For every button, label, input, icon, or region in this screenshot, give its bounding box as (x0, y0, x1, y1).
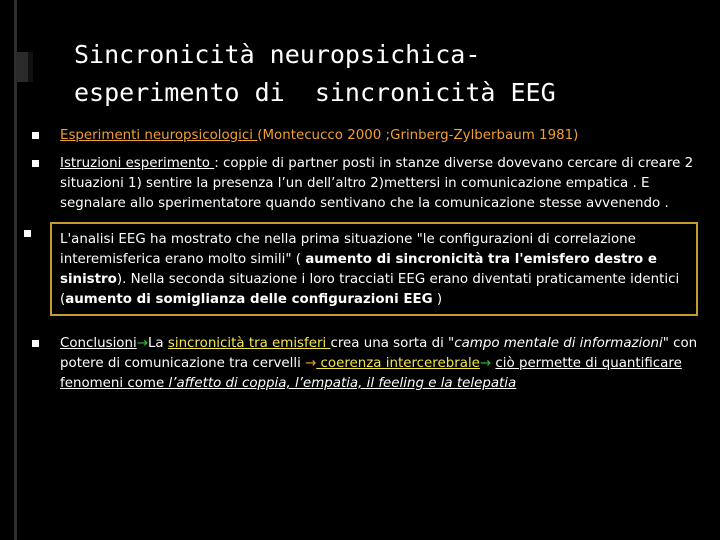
bullet-square-icon (32, 132, 39, 139)
experiments-references: (Montecucco 2000 ;Grinberg-Zylberbaum 1981) (257, 128, 579, 143)
bullet-square-icon (32, 340, 39, 347)
conclusions-italic-phenomena: l’affetto di coppia, l’empatia, il feeling e la telepatia (168, 376, 517, 391)
conclusions-highlight-coherence: coerenza intercerebrale (316, 356, 480, 371)
eeg-analysis-text-2: ). Nella seconda situazione i loro tracciati EEG erano diventati praticamente identici ( (60, 272, 680, 307)
instructions-label: Istruzioni esperimento (60, 156, 215, 171)
conclusions-text-3: con potere di comunicazione tra cervelli (60, 336, 698, 371)
bullet-item-instructions (32, 154, 698, 214)
left-decorative-block-shadow (28, 52, 33, 82)
bullet-square-icon (24, 230, 31, 237)
bullet-item-eeg-analysis (50, 222, 698, 316)
eeg-analysis-bold-2: aumento di somiglianza delle configurazioni EEG (65, 292, 433, 307)
eeg-analysis-bold-1: aumento di sincronicità tra l'emisfero destro e sinistro (60, 252, 657, 287)
right-arrow-icon: → (305, 356, 317, 371)
conclusions-highlight-synchronicity: sincronicità tra emisferi (167, 336, 331, 351)
conclusions-label: Conclusioni (60, 336, 137, 351)
eeg-analysis-text-1: L'analisi EEG ha mostrato che nella prima situazione "le configurazioni di correlazione interemisferica erano molto simili" ( (60, 232, 636, 267)
instructions-text: : coppie di partner posti in stanze diverse dovevano cercare di creare 2 situazioni 1) sentire la presenza l’un dell’altro 2)mettersi in comunicazione empatica . E segnalare allo sperimentatore quando sentivano che la comunicazione stesse avvenendo . (60, 156, 694, 211)
right-arrow-icon: → (479, 356, 492, 371)
slide-title-line-2: esperimento di sincronicità EEG (74, 78, 556, 107)
experiments-link[interactable]: Esperimenti neuropsicologici (60, 128, 258, 143)
conclusions-text-4: ciò permette di quantificare fenomeni come (60, 356, 682, 391)
conclusions-italic-mental-field: "campo mentale di informazioni" (448, 336, 669, 351)
bullet-list (32, 126, 698, 402)
conclusions-text-2: crea una sorta di (330, 336, 449, 351)
eeg-analysis-text-3: ) (432, 292, 443, 307)
bullet-square-icon (32, 160, 39, 167)
slide-title-line-1: Sincronicità neuropsichica- (74, 40, 481, 69)
right-arrow-icon: → (136, 336, 148, 351)
slide-title (74, 36, 714, 112)
bullet-item-conclusions (32, 334, 698, 394)
left-decorative-block (16, 52, 28, 82)
conclusions-text-1: La (147, 336, 168, 351)
bullet-item-experiments (32, 126, 698, 146)
